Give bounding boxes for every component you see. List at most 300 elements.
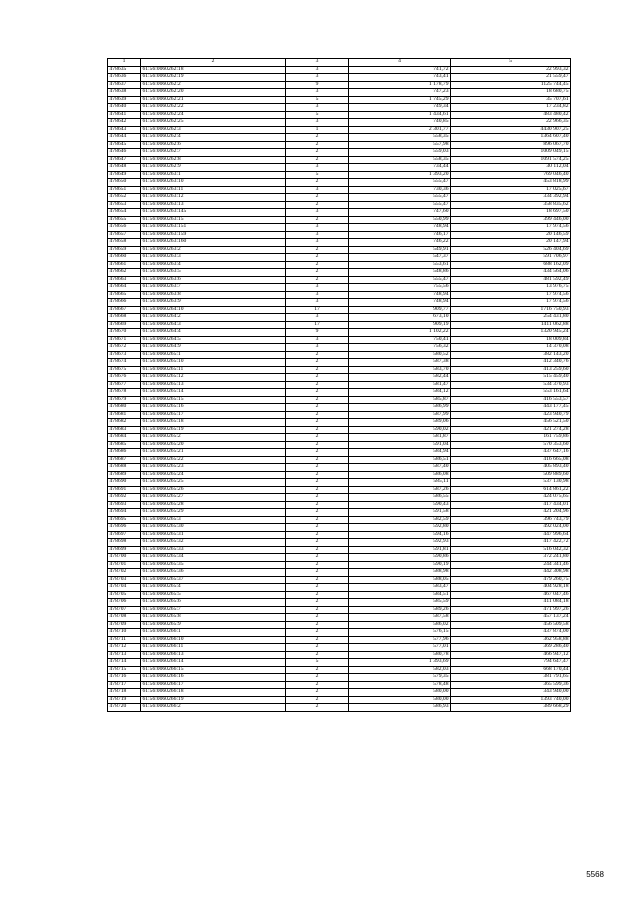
- cadastral-number-cell: 61:56:0060262:6: [141, 141, 286, 149]
- cadastral-number-cell: 61:56:0060265:28: [141, 501, 286, 509]
- value-cell: 769 046,40: [451, 171, 571, 179]
- record-number-cell: 478700: [108, 554, 141, 562]
- table-row: [108, 636, 571, 644]
- record-number-cell: 478659: [108, 246, 141, 254]
- count-cell: 2: [286, 494, 349, 502]
- area-cell: 1 393,20: [349, 171, 451, 179]
- table-row: [108, 441, 571, 449]
- count-cell: 3: [286, 239, 349, 247]
- cadastral-number-cell: 61:56:0060265:4: [141, 584, 286, 592]
- count-cell: 5: [286, 171, 349, 179]
- count-cell: 3: [286, 344, 349, 352]
- cadastral-number-cell: 61:56:0060265:8: [141, 614, 286, 622]
- area-cell: 587,40: [349, 464, 451, 472]
- value-cell: 442 308,98: [451, 569, 571, 577]
- value-cell: 453 818,99: [451, 179, 571, 187]
- value-cell: 1320 945,24: [451, 329, 571, 337]
- count-cell: 2: [286, 216, 349, 224]
- cadastral-number-cell: 61:56:0060266:19: [141, 696, 286, 704]
- area-cell: 1 102,22: [349, 329, 451, 337]
- area-cell: 591,58: [349, 509, 451, 517]
- table-header-row: [108, 59, 571, 67]
- count-cell: 2: [286, 509, 349, 517]
- area-cell: 557,98: [349, 141, 451, 149]
- table-row: [108, 524, 571, 532]
- cadastral-table: [107, 58, 571, 712]
- record-number-cell: 478646: [108, 149, 141, 157]
- table-row: [108, 651, 571, 659]
- area-cell: 2 301,77: [349, 126, 451, 134]
- table-row: [108, 591, 571, 599]
- table-row: [108, 224, 571, 232]
- area-cell: 591,04: [349, 441, 451, 449]
- area-cell: 550,99: [349, 216, 451, 224]
- count-cell: 1: [286, 126, 349, 134]
- table-row: [108, 621, 571, 629]
- count-cell: 3: [286, 66, 349, 74]
- area-cell: 587,58: [349, 614, 451, 622]
- count-cell: 2: [286, 531, 349, 539]
- table-row: [108, 171, 571, 179]
- cadastral-number-cell: 61:56:0060262:18: [141, 66, 286, 74]
- count-cell: 2: [286, 471, 349, 479]
- record-number-cell: 478698: [108, 539, 141, 547]
- cadastral-number-cell: 61:56:0060263:2: [141, 246, 286, 254]
- value-cell: 22 966,35: [451, 119, 571, 127]
- area-cell: 743,41: [349, 74, 451, 82]
- cadastral-number-cell: 61:56:0060266:17: [141, 681, 286, 689]
- count-cell: 2: [286, 351, 349, 359]
- cadastral-number-cell: 61:56:0060265:16: [141, 404, 286, 412]
- count-cell: 2: [286, 651, 349, 659]
- area-cell: 558,35: [349, 134, 451, 142]
- count-cell: 2: [286, 374, 349, 382]
- area-cell: 578,48: [349, 681, 451, 689]
- count-cell: 2: [286, 449, 349, 457]
- cadastral-number-cell: 61:56:0060265:11: [141, 366, 286, 374]
- value-cell: 1125 744,45: [451, 81, 571, 89]
- record-number-cell: 478657: [108, 231, 141, 239]
- cadastral-number-cell: 61:56:0060265:6: [141, 599, 286, 607]
- area-cell: 582,03: [349, 666, 451, 674]
- count-cell: 2: [286, 419, 349, 427]
- record-number-cell: 478665: [108, 291, 141, 299]
- count-cell: 2: [286, 396, 349, 404]
- table-row: [108, 329, 571, 337]
- cadastral-number-cell: 61:56:0060264:10: [141, 306, 286, 314]
- count-cell: 2: [286, 254, 349, 262]
- count-cell: 2: [286, 156, 349, 164]
- record-number-cell: 478693: [108, 501, 141, 509]
- table-row: [108, 179, 571, 187]
- cadastral-number-cell: 61:56:0060264:3: [141, 321, 286, 329]
- count-cell: 3: [286, 89, 349, 97]
- cadastral-number-cell: 61:56:0060265:10: [141, 359, 286, 367]
- cadastral-number-cell: 61:56:0060263:12: [141, 194, 286, 202]
- area-cell: 553,61: [349, 261, 451, 269]
- area-cell: 592,80: [349, 524, 451, 532]
- record-number-cell: 478660: [108, 254, 141, 262]
- area-cell: 580,78: [349, 651, 451, 659]
- table-row: [108, 291, 571, 299]
- table-row: [108, 351, 571, 359]
- table-row: [108, 464, 571, 472]
- table-row: [108, 254, 571, 262]
- record-number-cell: 478675: [108, 366, 141, 374]
- column-header-5: 5: [451, 59, 571, 67]
- record-number-cell: 478705: [108, 591, 141, 599]
- count-cell: 2: [286, 606, 349, 614]
- cadastral-number-cell: 61:56:0060265:13: [141, 381, 286, 389]
- table-row: [108, 149, 571, 157]
- table-row: [108, 96, 571, 104]
- area-cell: 734,44: [349, 164, 451, 172]
- record-number-cell: 478672: [108, 344, 141, 352]
- cadastral-number-cell: 61:56:0060266:11: [141, 644, 286, 652]
- count-cell: 3: [286, 336, 349, 344]
- count-cell: 17: [286, 306, 349, 314]
- record-number-cell: 478712: [108, 644, 141, 652]
- count-cell: 2: [286, 359, 349, 367]
- table-row: [108, 516, 571, 524]
- area-cell: 588,98: [349, 569, 451, 577]
- record-number-cell: 478656: [108, 224, 141, 232]
- area-cell: 581,87: [349, 434, 451, 442]
- cadastral-number-cell: 61:56:0060265:2: [141, 434, 286, 442]
- area-cell: 582,59: [349, 516, 451, 524]
- value-cell: 362 958,88: [451, 636, 571, 644]
- record-number-cell: 478717: [108, 681, 141, 689]
- record-number-cell: 478677: [108, 381, 141, 389]
- area-cell: 591,81: [349, 546, 451, 554]
- value-cell: 369 286,40: [451, 644, 571, 652]
- count-cell: 2: [286, 389, 349, 397]
- cadastral-number-cell: 61:56:0060265:14: [141, 389, 286, 397]
- value-cell: 466 947,12: [451, 651, 571, 659]
- record-number-cell: 478640: [108, 104, 141, 112]
- record-number-cell: 478637: [108, 81, 141, 89]
- record-number-cell: 478697: [108, 531, 141, 539]
- area-cell: 747,23: [349, 89, 451, 97]
- table-row: [108, 486, 571, 494]
- column-header-3: 3: [286, 59, 349, 67]
- record-number-cell: 478702: [108, 569, 141, 577]
- count-cell: 2: [286, 561, 349, 569]
- record-number-cell: 478644: [108, 134, 141, 142]
- count-cell: 3: [286, 284, 349, 292]
- cadastral-number-cell: 61:56:0060265:23: [141, 464, 286, 472]
- value-cell: 456 509,58: [451, 621, 571, 629]
- record-number-cell: 478680: [108, 404, 141, 412]
- count-cell: 2: [286, 179, 349, 187]
- table-row: [108, 606, 571, 614]
- area-cell: 587,26: [349, 486, 451, 494]
- cadastral-number-cell: 61:56:0060263:13: [141, 201, 286, 209]
- count-cell: 2: [286, 426, 349, 434]
- table-row: [108, 246, 571, 254]
- value-cell: 668 170,44: [451, 666, 571, 674]
- count-cell: 2: [286, 599, 349, 607]
- table-row: [108, 696, 571, 704]
- table-row: [108, 704, 571, 712]
- value-cell: 456 521,50: [451, 419, 571, 427]
- count-cell: 2: [286, 674, 349, 682]
- record-number-cell: 478658: [108, 239, 141, 247]
- count-cell: 2: [286, 411, 349, 419]
- area-cell: 748,94: [349, 299, 451, 307]
- area-cell: 581,47: [349, 381, 451, 389]
- count-cell: 9: [286, 81, 349, 89]
- record-number-cell: 478703: [108, 576, 141, 584]
- table-row: [108, 674, 571, 682]
- area-cell: 576,15: [349, 629, 451, 637]
- area-cell: 587,38: [349, 359, 451, 367]
- value-cell: 467 047,46: [451, 591, 571, 599]
- cadastral-number-cell: 61:56:0060263:15: [141, 216, 286, 224]
- record-number-cell: 478719: [108, 696, 141, 704]
- area-cell: 547,37: [349, 254, 451, 262]
- area-cell: 585,59: [349, 599, 451, 607]
- count-cell: 3: [286, 314, 349, 322]
- table-row: [108, 666, 571, 674]
- count-cell: 2: [286, 569, 349, 577]
- record-number-cell: 478635: [108, 66, 141, 74]
- table-row: [108, 471, 571, 479]
- value-cell: 20 146,59: [451, 231, 571, 239]
- value-cell: 434 564,06: [451, 269, 571, 277]
- count-cell: 3: [286, 299, 349, 307]
- count-cell: 2: [286, 576, 349, 584]
- record-number-cell: 478716: [108, 674, 141, 682]
- cadastral-number-cell: 61:56:0060262:8: [141, 156, 286, 164]
- cadastral-number-cell: 61:56:0060262:9: [141, 164, 286, 172]
- cadastral-number-cell: 61:56:0060265:21: [141, 449, 286, 457]
- record-number-cell: 478670: [108, 329, 141, 337]
- table-row: [108, 321, 571, 329]
- record-number-cell: 478704: [108, 584, 141, 592]
- record-number-cell: 478714: [108, 659, 141, 667]
- area-cell: 594,16: [349, 531, 451, 539]
- count-cell: 2: [286, 456, 349, 464]
- value-cell: 794 647,47: [451, 659, 571, 667]
- table-row: [108, 456, 571, 464]
- cadastral-number-cell: 61:56:0060265:33: [141, 546, 286, 554]
- count-cell: 2: [286, 434, 349, 442]
- value-cell: 17 974,56: [451, 291, 571, 299]
- table-row: [108, 366, 571, 374]
- area-cell: 585,11: [349, 479, 451, 487]
- area-cell: 590,86: [349, 554, 451, 562]
- area-cell: 673,10: [349, 314, 451, 322]
- record-number-cell: 478650: [108, 179, 141, 187]
- area-cell: 580,00: [349, 696, 451, 704]
- count-cell: 9: [286, 329, 349, 337]
- cadastral-number-cell: 61:56:0060262:19: [141, 74, 286, 82]
- area-cell: 748,94: [349, 224, 451, 232]
- table-row: [108, 681, 571, 689]
- record-number-cell: 478718: [108, 689, 141, 697]
- table-row: [108, 569, 571, 577]
- count-cell: 3: [286, 164, 349, 172]
- record-number-cell: 478713: [108, 651, 141, 659]
- value-cell: 688 162,09: [451, 261, 571, 269]
- table-row: [108, 509, 571, 517]
- record-number-cell: 478694: [108, 509, 141, 517]
- cadastral-number-cell: 61:56:0060265:31: [141, 531, 286, 539]
- cadastral-number-cell: 61:56:0060266:14: [141, 659, 286, 667]
- cadastral-number-cell: 61:56:0060266:10: [141, 636, 286, 644]
- value-cell: 553 161,64: [451, 389, 571, 397]
- area-cell: 590,02: [349, 426, 451, 434]
- count-cell: 2: [286, 441, 349, 449]
- area-cell: 746,22: [349, 239, 451, 247]
- value-cell: 365 599,36: [451, 681, 571, 689]
- table-row: [108, 336, 571, 344]
- table-row: [108, 89, 571, 97]
- value-cell: 1364 607,40: [451, 134, 571, 142]
- value-cell: 424 075,65: [451, 494, 571, 502]
- record-number-cell: 478654: [108, 209, 141, 217]
- area-cell: 558,35: [349, 156, 451, 164]
- record-number-cell: 478686: [108, 449, 141, 457]
- cadastral-number-cell: 61:56:0060262:2: [141, 81, 286, 89]
- area-cell: 583,70: [349, 366, 451, 374]
- area-cell: 579,35: [349, 674, 451, 682]
- area-cell: 1 745,29: [349, 96, 451, 104]
- value-cell: 1009 049,15: [451, 149, 571, 157]
- value-cell: 534 370,93: [451, 381, 571, 389]
- count-cell: 3: [286, 74, 349, 82]
- area-cell: 585,87: [349, 396, 451, 404]
- record-number-cell: 478710: [108, 629, 141, 637]
- table-row: [108, 126, 571, 134]
- record-number-cell: 478638: [108, 89, 141, 97]
- cadastral-number-cell: 61:56:0060266:1: [141, 629, 286, 637]
- value-cell: 416 665,08: [451, 456, 571, 464]
- record-number-cell: 478706: [108, 599, 141, 607]
- area-cell: 584,12: [349, 389, 451, 397]
- table-row: [108, 374, 571, 382]
- table-row: [108, 434, 571, 442]
- table-row: [108, 299, 571, 307]
- value-cell: 481 592,49: [451, 276, 571, 284]
- record-number-cell: 478642: [108, 119, 141, 127]
- value-cell: 389 668,29: [451, 704, 571, 712]
- area-cell: 586,08: [349, 471, 451, 479]
- table-row: [108, 194, 571, 202]
- table-row: [108, 119, 571, 127]
- value-cell: 1716 750,93: [451, 306, 571, 314]
- column-header-2: 2: [141, 59, 286, 67]
- record-number-cell: 478684: [108, 434, 141, 442]
- table-row: [108, 396, 571, 404]
- cadastral-number-cell: 61:56:0060265:22: [141, 456, 286, 464]
- record-number-cell: 478667: [108, 306, 141, 314]
- column-header-4: 4: [349, 59, 451, 67]
- cadastral-number-cell: 61:56:0060262:25: [141, 119, 286, 127]
- count-cell: 2: [286, 134, 349, 142]
- record-number-cell: 478699: [108, 546, 141, 554]
- cadastral-number-cell: 61:56:0060263:145: [141, 209, 286, 217]
- area-cell: 750,41: [349, 336, 451, 344]
- cadastral-number-cell: 61:56:0060265:18: [141, 419, 286, 427]
- table-row: [108, 104, 571, 112]
- value-cell: 244 341,46: [451, 561, 571, 569]
- count-cell: 2: [286, 404, 349, 412]
- table-row: [108, 359, 571, 367]
- count-cell: 2: [286, 524, 349, 532]
- table-body: [108, 66, 571, 711]
- record-number-cell: 478687: [108, 456, 141, 464]
- record-number-cell: 478653: [108, 201, 141, 209]
- record-number-cell: 478674: [108, 359, 141, 367]
- record-number-cell: 478662: [108, 269, 141, 277]
- cadastral-number-cell: 61:56:0060263:11: [141, 186, 286, 194]
- count-cell: 3: [286, 291, 349, 299]
- area-cell: 741,72: [349, 66, 451, 74]
- count-cell: 5: [286, 659, 349, 667]
- table-row: [108, 261, 571, 269]
- area-cell: 592,93: [349, 539, 451, 547]
- area-cell: 587,99: [349, 411, 451, 419]
- value-cell: 396 743,79: [451, 516, 571, 524]
- value-cell: 526 404,69: [451, 246, 571, 254]
- record-number-cell: 478692: [108, 494, 141, 502]
- value-cell: 417 422,72: [451, 539, 571, 547]
- table-row: [108, 389, 571, 397]
- cadastral-number-cell: 61:56:0060262:21: [141, 96, 286, 104]
- cadastral-number-cell: 61:56:0060263:7: [141, 284, 286, 292]
- count-cell: 2: [286, 141, 349, 149]
- cadastral-number-cell: 61:56:0060265:25: [141, 479, 286, 487]
- count-cell: 3: [286, 119, 349, 127]
- count-cell: 3: [286, 231, 349, 239]
- area-cell: 589,26: [349, 606, 451, 614]
- table-row: [108, 134, 571, 142]
- value-cell: 372 241,80: [451, 554, 571, 562]
- record-number-cell: 478690: [108, 479, 141, 487]
- area-cell: 588,05: [349, 576, 451, 584]
- record-number-cell: 478678: [108, 389, 141, 397]
- value-cell: 509 889,60: [451, 471, 571, 479]
- record-number-cell: 478668: [108, 314, 141, 322]
- value-cell: 17 234,82: [451, 104, 571, 112]
- value-cell: 421 274,28: [451, 426, 571, 434]
- value-cell: 18 009,84: [451, 336, 571, 344]
- area-cell: 584,51: [349, 591, 451, 599]
- table-row: [108, 599, 571, 607]
- record-number-cell: 478681: [108, 411, 141, 419]
- value-cell: 1091 574,25: [451, 156, 571, 164]
- cadastral-number-cell: 61:56:0060265:36: [141, 569, 286, 577]
- cadastral-number-cell: 61:56:0060265:32: [141, 539, 286, 547]
- cadastral-number-cell: 61:56:0060263:10: [141, 179, 286, 187]
- count-cell: 2: [286, 644, 349, 652]
- table-row: [108, 209, 571, 217]
- record-number-cell: 478648: [108, 164, 141, 172]
- record-number-cell: 478673: [108, 351, 141, 359]
- area-cell: 1 434,61: [349, 111, 451, 119]
- value-cell: 22 993,32: [451, 66, 571, 74]
- value-cell: 382 143,20: [451, 351, 571, 359]
- page-number: 5568: [586, 870, 604, 879]
- table-row: [108, 269, 571, 277]
- value-cell: 161 759,86: [451, 434, 571, 442]
- value-cell: 17 025,67: [451, 186, 571, 194]
- table-row: [108, 201, 571, 209]
- record-number-cell: 478682: [108, 419, 141, 427]
- table-row: [108, 186, 571, 194]
